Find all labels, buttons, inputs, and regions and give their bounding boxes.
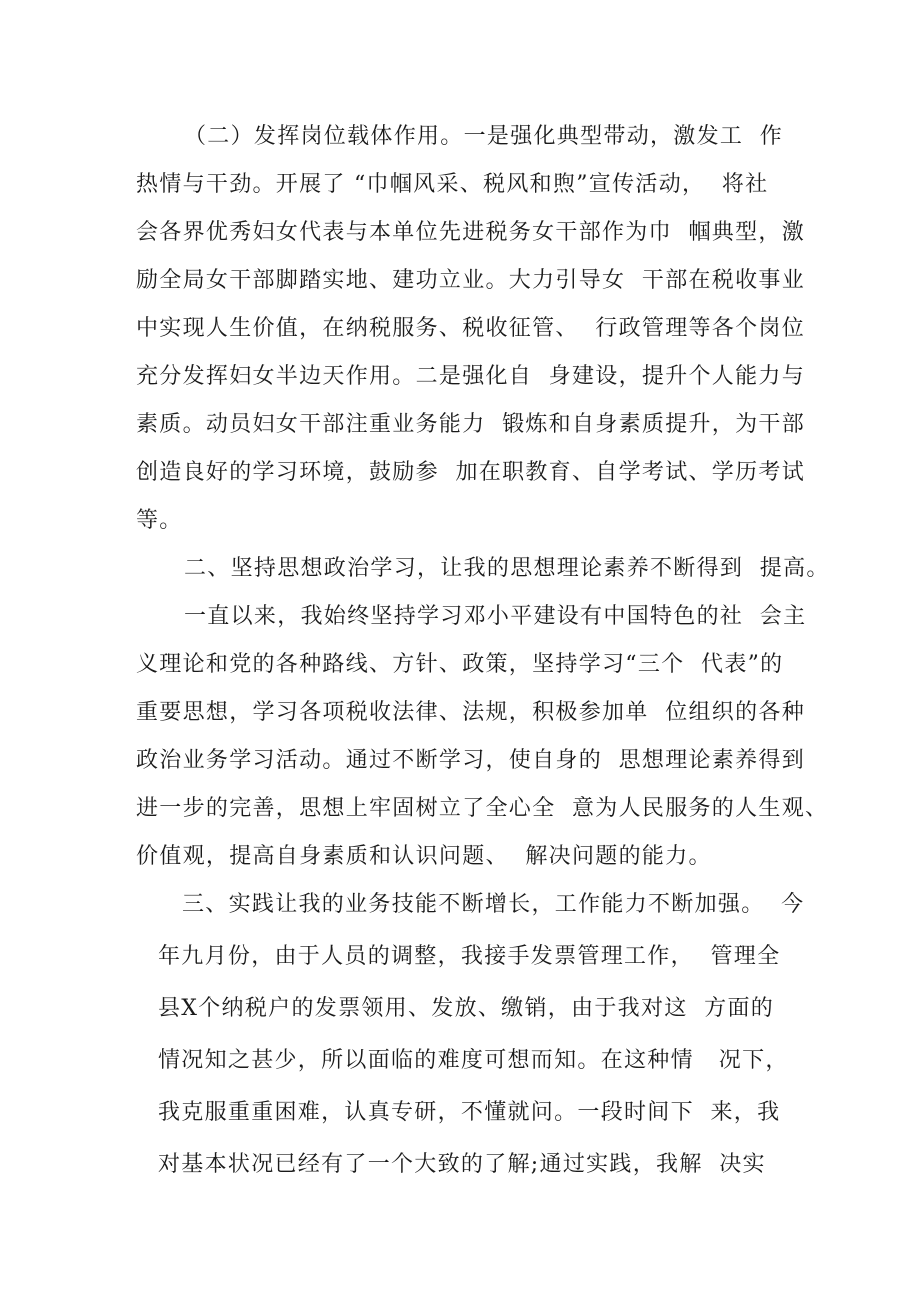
- paragraph-line: 一直以来，我始终坚持学习邓小平建设有中国特色的社 会主: [184, 604, 807, 629]
- paragraph-line: 等。: [136, 508, 183, 533]
- paragraph-line: 创造良好的学习环境，鼓励参 加在职教育、自学考试、学历考试: [136, 460, 805, 485]
- paragraph-line: 义理论和党的各种路线、方针、政策，坚持学习“三个 代表”的: [136, 652, 784, 677]
- paragraph-line: 素质。动员妇女干部注重业务能力 锻炼和自身素质提升，为干部: [136, 412, 805, 437]
- paragraph-line: 热情与干劲。开展了 “巾帼风采、税风和煦”宣传活动， 将社: [136, 172, 769, 197]
- paragraph-line: 励全局女干部脚踏实地、建功立业。大力引导女 干部在税收事业: [136, 268, 805, 293]
- section-heading: 三、实践让我的业务技能不断增长，工作能力不断加强。 今: [182, 892, 805, 917]
- paragraph-line: 情况知之甚少，所以面临的难度可想而知。在这种情 况下，: [158, 1048, 789, 1073]
- paragraph-line: 价值观，提高自身素质和认识问题、 解决问题的能力。: [136, 844, 712, 869]
- paragraph-line: 中实现人生价值，在纳税服务、税收征管、 行政管理等各个岗位: [136, 316, 805, 341]
- section-heading: 二、坚持思想政治学习，让我的思想理论素养不断得到 提高。: [184, 556, 830, 581]
- paragraph-line: 进一步的完善，思想上牢固树立了全心全 意为人民服务的人生观、: [136, 796, 829, 821]
- paragraph-line: 县X个纳税户的发票领用、发放、缴销，由于我对这 方面的: [158, 996, 775, 1021]
- paragraph-line: 年九月份，由于人员的调整，我接手发票管理工作， 管理全: [158, 944, 781, 969]
- paragraph-line: 政治业务学习活动。通过不断学习，使自身的 思想理论素养得到: [136, 748, 805, 773]
- paragraph-line: 充分发挥妇女半边天作用。二是强化自 身建设，提升个人能力与: [136, 364, 805, 389]
- paragraph-line: 对基本状况已经有了一个大致的了解;通过实践，我解 决实: [158, 1152, 766, 1177]
- paragraph-line: （二）发挥岗位载体作用。一是强化典型带动，激发工 作: [184, 124, 784, 149]
- paragraph-line: 我克服重重困难，认真专研，不懂就问。一段时间下 来，我: [158, 1100, 781, 1125]
- paragraph-line: 会各界优秀妇女代表与本单位先进税务女干部作为巾 帼典型，激: [136, 220, 805, 245]
- paragraph-line: 重要思想，学习各项税收法律、法规，积极参加单 位组织的各种: [136, 700, 805, 725]
